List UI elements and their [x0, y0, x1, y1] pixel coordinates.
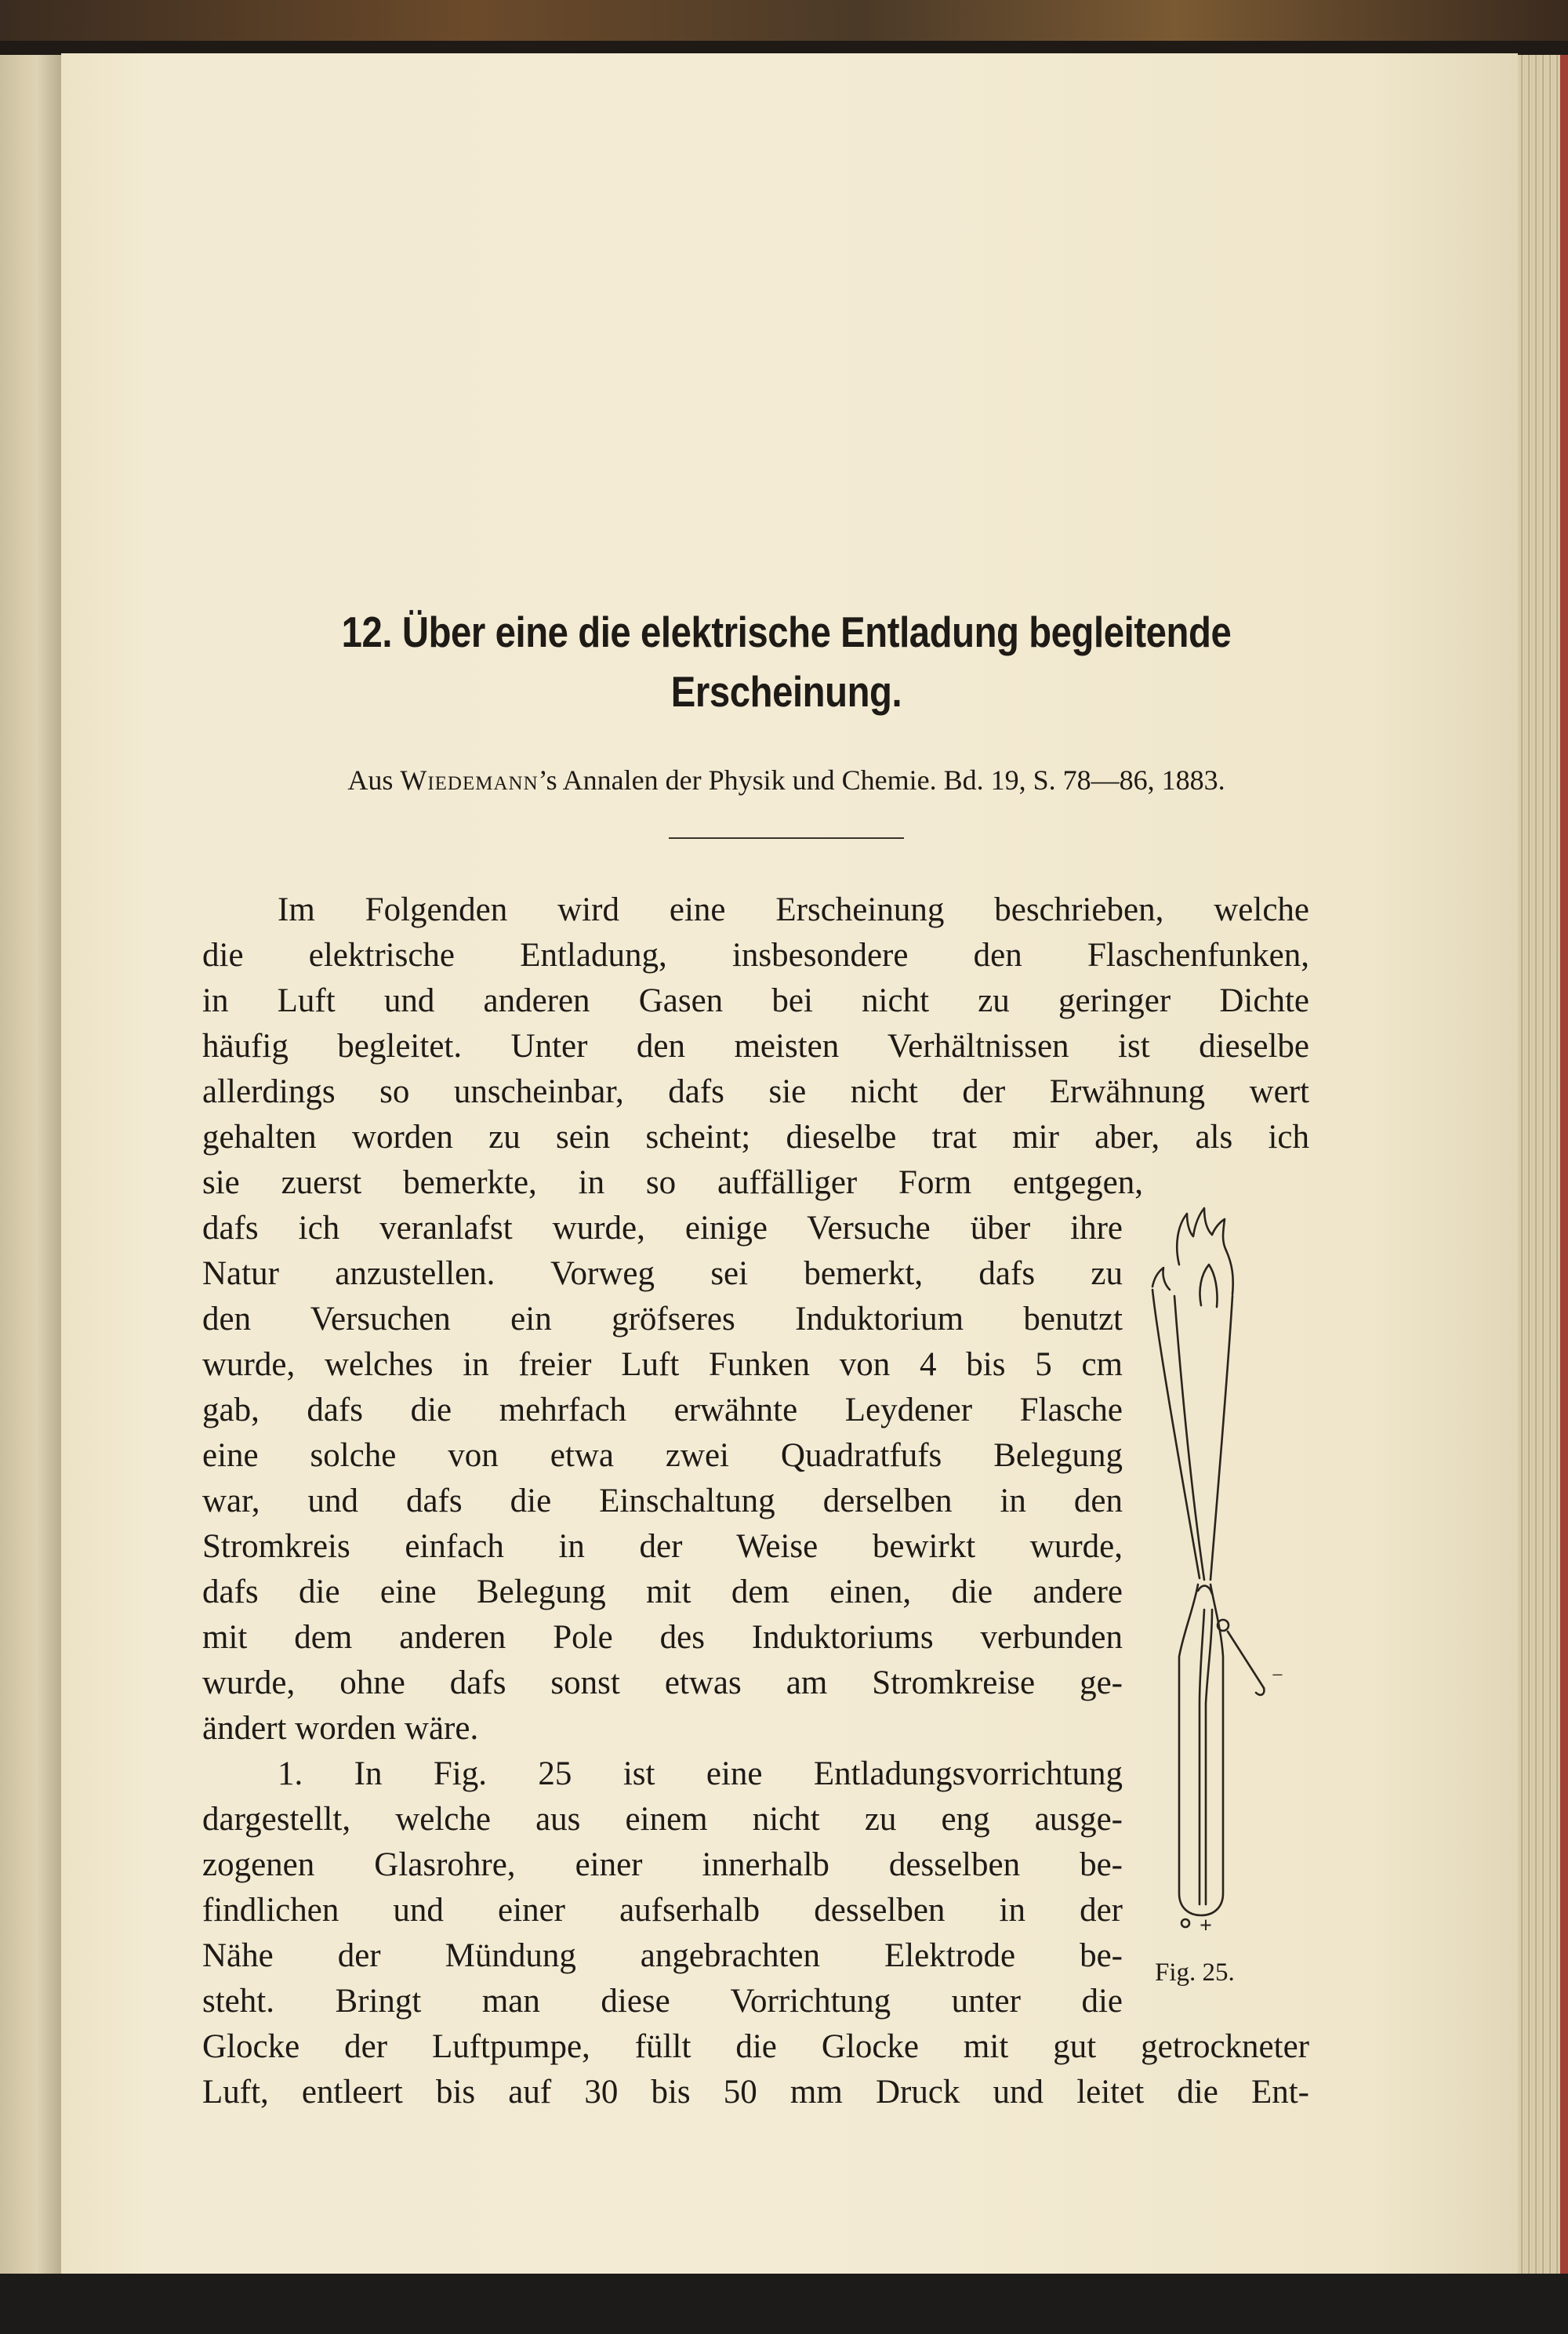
- text-line: ändert worden wäre.: [202, 1710, 479, 1747]
- text-line: dafs die eine Belegung mit dem einen, die andere: [202, 1574, 1123, 1610]
- text-line: Stromkreis einfach in der Weise bewirkt wurde,: [202, 1528, 1123, 1565]
- inner-electrode-wire-2: [1206, 1610, 1212, 1904]
- source-prefix: Aus: [347, 764, 394, 796]
- red-page-edge: [1560, 55, 1568, 2274]
- source-details: ’s Annalen der Physik und Chemie. Bd. 19, S. 78—86, 1883.: [538, 764, 1225, 796]
- glass-tube: [1179, 1584, 1223, 1915]
- text-line: gab, dafs die mehrfach erwähnte Leydener Flasche: [202, 1392, 1123, 1428]
- outer-electrode-rod: [1228, 1632, 1264, 1688]
- source-journal-name: Wiedemann: [400, 764, 539, 796]
- text-line: Im Folgenden wird eine Erscheinung beschrieben, welche: [278, 891, 1309, 928]
- text-line: mit dem anderen Pole des Induktoriums verbunden: [202, 1619, 1123, 1656]
- facing-page-edge: [0, 55, 61, 2274]
- text-line: Natur anzustellen. Vorweg sei bemerkt, dafs zu: [202, 1255, 1123, 1292]
- text-line: die elektrische Entladung, insbesondere den Flaschenfunken,: [202, 937, 1309, 974]
- figure-caption: Fig. 25.: [1155, 1958, 1235, 1987]
- text-line: den Versuchen ein gröfseres Induktorium benutzt: [202, 1301, 1123, 1338]
- text-line: dafs ich veranlafst wurde, einige Versuche über ihre: [202, 1210, 1123, 1247]
- text-line: zogenen Glasrohre, einer innerhalb desselben be-: [202, 1846, 1123, 1883]
- text-line: in Luft und anderen Gasen bei nicht zu geringer Dichte: [202, 982, 1309, 1019]
- text-line: gehalten worden zu sein scheint; dieselbe trat mir aber, als ich: [202, 1119, 1309, 1156]
- chapter-title-line-2: Erscheinung.: [670, 667, 902, 716]
- text-line: wurde, welches in freier Luft Funken von 4 bis 5 cm: [202, 1346, 1123, 1383]
- text-line: häufig begleitet. Unter den meisten Verhältnissen ist dieselbe: [202, 1028, 1309, 1065]
- flame-side-tongue: [1152, 1268, 1170, 1290]
- inner-electrode-wire: [1200, 1610, 1204, 1904]
- bottom-terminal-ring: [1181, 1919, 1189, 1927]
- figure-25-discharge-tube: [1146, 1202, 1295, 1939]
- text-line: war, und dafs die Einschaltung derselben in den: [202, 1483, 1123, 1519]
- chapter-title: [291, 602, 1282, 721]
- text-line: Glocke der Luftpumpe, füllt die Glocke mit gut getrockneter: [202, 2028, 1309, 2065]
- source-citation: [210, 764, 1363, 797]
- text-line: findlichen und einer aufserhalb desselben in der: [202, 1892, 1123, 1929]
- text-line: 1. In Fig. 25 ist eine Entladungsvorrichtung: [278, 1755, 1123, 1792]
- flame-outline: [1177, 1208, 1226, 1265]
- text-line: dargestellt, welche aus einem nicht zu eng ausge-: [202, 1801, 1123, 1838]
- book-cover-bottom: [0, 2274, 1568, 2334]
- text-line: eine solche von etwa zwei Quadratfufs Belegung: [202, 1437, 1123, 1474]
- book-page: [61, 53, 1518, 2274]
- text-line: allerdings so unscheinbar, dafs sie nicht der Erwähnung wert: [202, 1073, 1309, 1110]
- discharge-streak-mid: [1174, 1296, 1204, 1580]
- text-line: steht. Bringt man diese Vorrichtung unter die: [202, 1983, 1123, 2020]
- discharge-streak-right: [1210, 1296, 1232, 1580]
- discharge-streak-left: [1152, 1290, 1200, 1578]
- flame-right-edge: [1226, 1250, 1233, 1294]
- inner-flame: [1200, 1265, 1217, 1307]
- text-line: Nähe der Mündung angebrachten Elektrode be-: [202, 1937, 1123, 1974]
- text-line: Luft, entleert bis auf 30 bis 50 mm Druck und leitet die Ent-: [202, 2074, 1309, 2111]
- separator-rule: [669, 837, 904, 839]
- chapter-title-line-1: 12. Über eine die elektrische Entladung begleitende: [341, 608, 1232, 656]
- plus-sign: +: [1200, 1914, 1212, 1938]
- text-line: wurde, ohne dafs sonst etwas am Stromkreise ge-: [202, 1664, 1123, 1701]
- text-line: sie zuerst bemerkte, in so auffälliger Form entgegen,: [202, 1164, 1143, 1201]
- minus-sign: −: [1272, 1664, 1283, 1686]
- outer-electrode-hook: [1256, 1688, 1264, 1695]
